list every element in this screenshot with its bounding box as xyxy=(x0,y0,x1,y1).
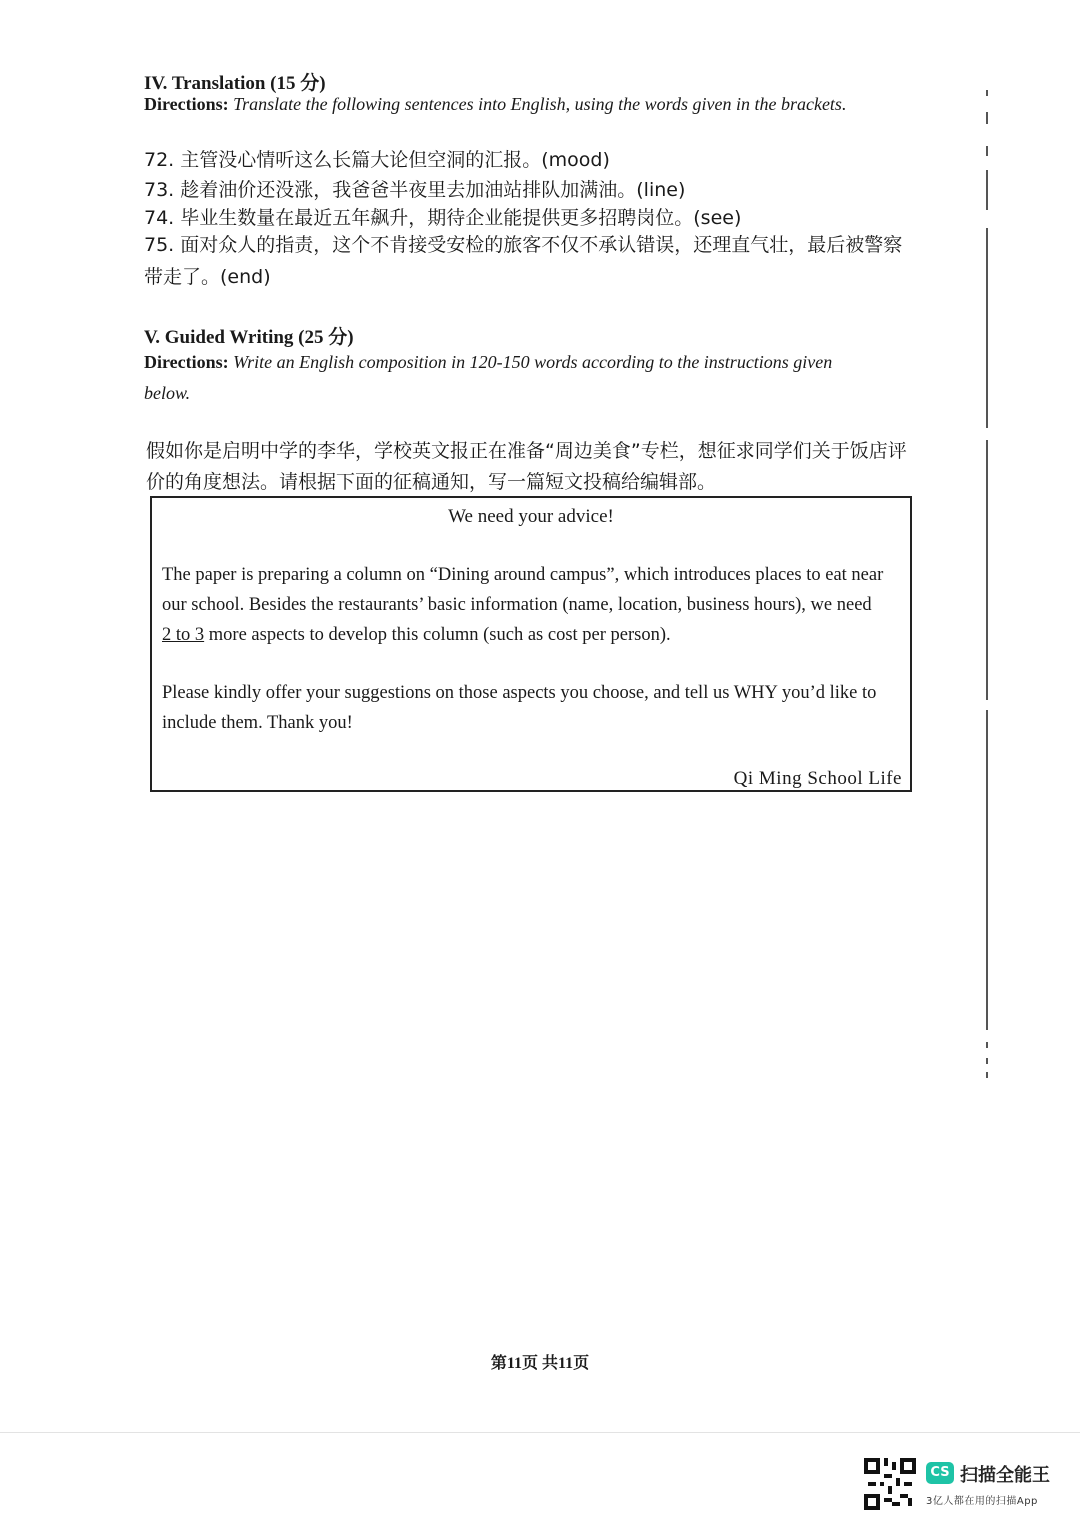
underlined-range: 2 to 3 xyxy=(162,625,205,645)
directions-label: Directions: xyxy=(144,94,229,114)
scanner-tagline: 3亿人都在用的扫描App xyxy=(926,1496,1038,1507)
notice-title: We need your advice! xyxy=(448,506,614,527)
section-5-directions-cont xyxy=(144,383,190,404)
notice-box xyxy=(150,496,912,792)
notice-signature: Qi Ming School Life xyxy=(733,768,902,789)
notice-p1-line-3 xyxy=(162,620,906,650)
notice-p1-tail: more aspects to develop this column (such as cost per person). xyxy=(204,625,671,645)
notice-p2-line-1: Please kindly offer your suggestions on those aspects you choose, and tell us WHY you’d like to xyxy=(162,683,877,703)
translation-item-75: 75. 面对众人的指责，这个不肯接受安检的旅客不仅不承认错误，还理直气壮，最后被警察 xyxy=(144,234,903,256)
section-4-heading: IV. Translation (15 分) xyxy=(144,73,326,94)
notice-p2-line-2: include them. Thank you! xyxy=(162,713,353,733)
translation-item-72: 72. 主管没心情听这么长篇大论但空洞的汇报。(mood) xyxy=(144,149,610,171)
notice-p1-line-1: The paper is preparing a column on “Dining around campus”, which introduces places to eat near xyxy=(162,565,884,585)
directions-text-cont: below. xyxy=(144,383,191,403)
scanner-brand-name: 扫描全能王 xyxy=(960,1465,1050,1486)
section-4-directions xyxy=(144,94,846,115)
section-5-heading: V. Guided Writing (25 分) xyxy=(144,327,354,348)
translation-item-73: 73. 趁着油价还没涨，我爸爸半夜里去加油站排队加满油。(line) xyxy=(144,179,686,201)
camscanner-logo-icon: CS xyxy=(926,1462,954,1484)
page-number: 第11页 共11页 xyxy=(490,1355,590,1372)
directions-text: Translate the following sentences into English, using the words given in the brackets. xyxy=(233,94,847,114)
directions-label: Directions: xyxy=(144,352,229,372)
writing-prompt-line-1: 假如你是启明中学的李华，学校英文报正在准备“周边美食”专栏，想征求同学们关于饭店评 xyxy=(146,440,907,462)
writing-prompt-line-2: 价的角度想法。请根据下面的征稿通知，写一篇短文投稿给编辑部。 xyxy=(146,471,717,493)
section-5-directions xyxy=(144,352,832,373)
translation-item-75-cont: 带走了。(end) xyxy=(144,266,271,288)
directions-text: Write an English composition in 120-150 words according to the instructions given xyxy=(233,352,833,372)
notice-p1-line-2: our school. Besides the restaurants’ basic information (name, location, business hours), we need xyxy=(162,595,872,615)
footer-divider xyxy=(0,1432,1080,1433)
notice-paragraph-2 xyxy=(162,678,906,738)
notice-paragraph-1 xyxy=(162,560,906,650)
binding-dash-line xyxy=(986,90,988,1090)
qr-code-icon xyxy=(864,1458,916,1510)
translation-item-74: 74. 毕业生数量在最近五年飙升，期待企业能提供更多招聘岗位。(see) xyxy=(144,207,742,229)
